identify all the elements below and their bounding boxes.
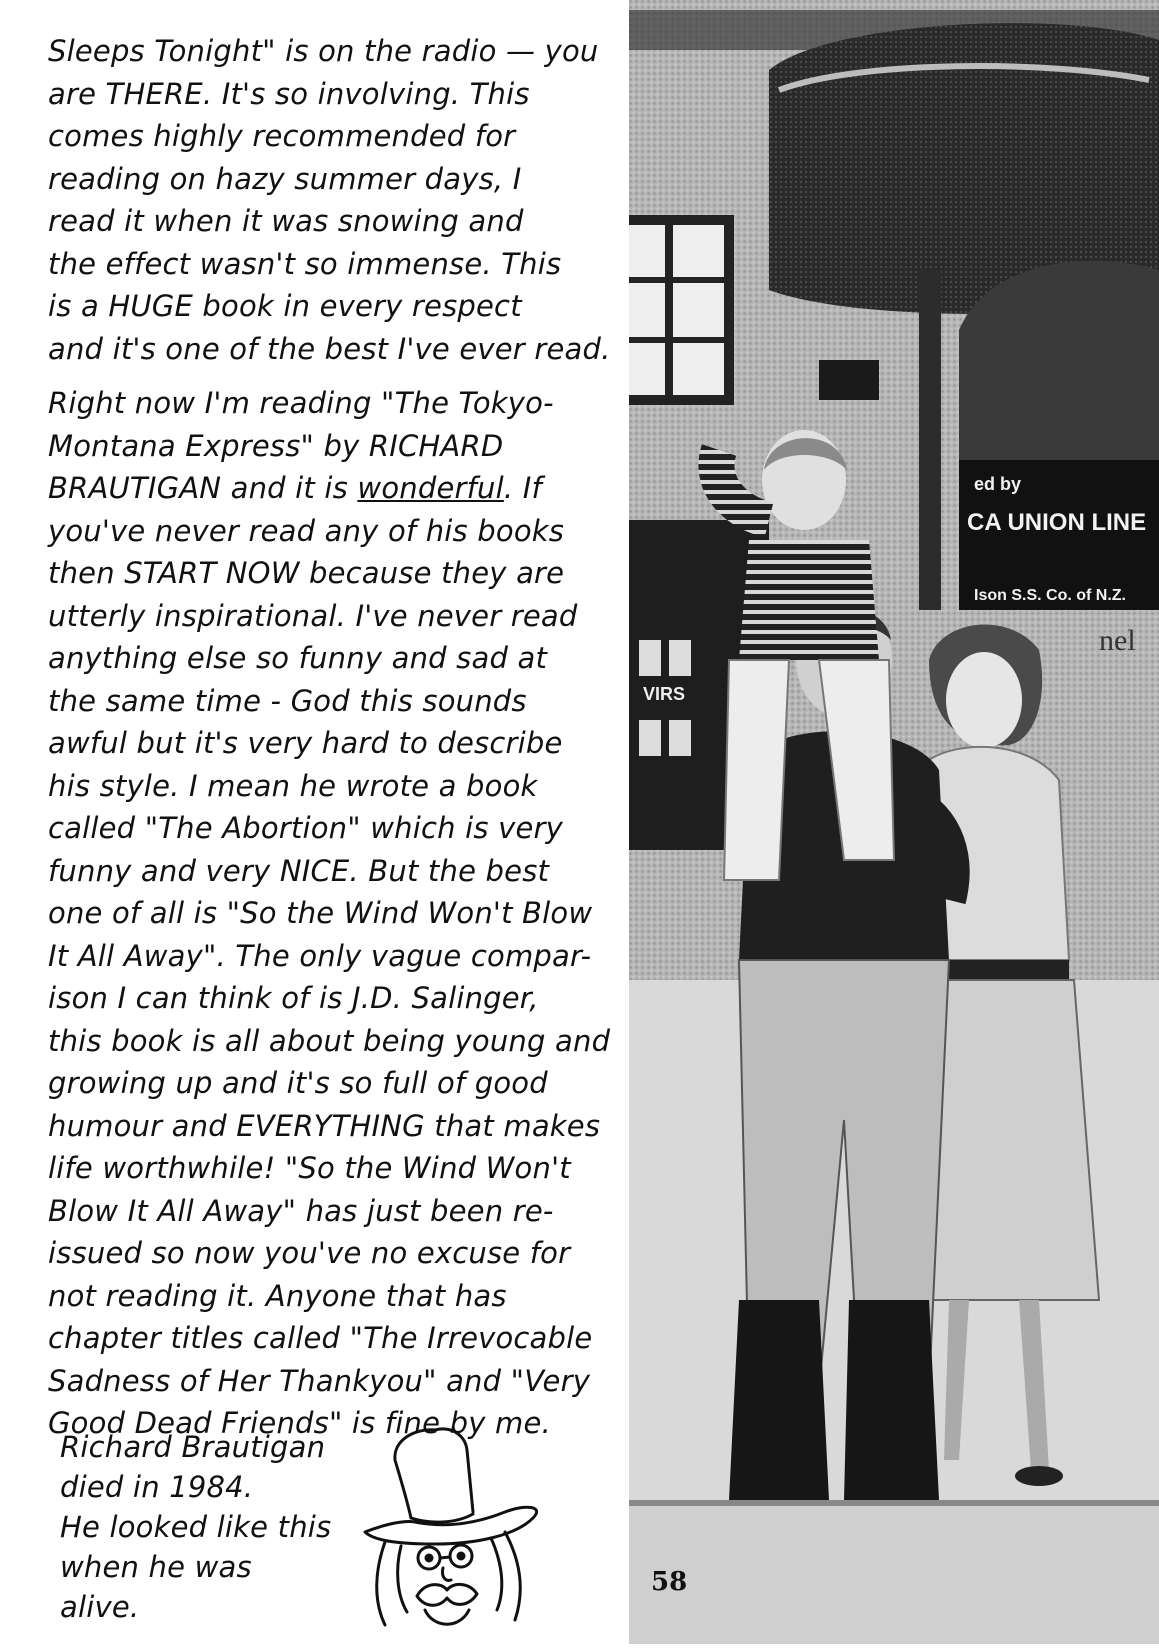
- text-line: anything else so funny and sad at: [48, 641, 548, 675]
- woman-shoe: [1015, 1466, 1063, 1486]
- door-panel-3: [639, 720, 661, 756]
- window-text: VIRS: [643, 684, 686, 704]
- ground-shadow: [629, 1500, 1159, 1506]
- window: [629, 220, 729, 400]
- door-panel-1: [639, 640, 661, 676]
- man-boot-right: [844, 1300, 939, 1500]
- text-line: life worthwhile! "So the Wind Won't: [48, 1151, 571, 1185]
- boy-legs: [724, 660, 789, 880]
- text-line: ison I can think of is J.D. Salinger,: [48, 981, 539, 1015]
- brautigan-sketch: [355, 1420, 585, 1644]
- sign-line-2: Ison S.S. Co. of N.Z.: [974, 587, 1126, 604]
- text-line: this book is all about being young and: [48, 1023, 611, 1058]
- sign-prefix: ed by: [974, 474, 1022, 494]
- text-fragment: . If: [503, 471, 542, 505]
- text-line: reading on hazy summer days, I: [48, 161, 522, 196]
- moustache: [417, 1584, 477, 1605]
- text-fragment: BRAUTIGAN and it is: [48, 471, 358, 505]
- hair-right: [505, 1532, 520, 1620]
- door-panel-4: [669, 720, 691, 756]
- text-line: growing up and it's so full of good: [48, 1066, 548, 1100]
- chin: [425, 1610, 469, 1624]
- caption-line: when he was: [60, 1550, 252, 1584]
- text-line-with-underline: [48, 467, 648, 510]
- text-line: are THERE. It's so involving. This: [48, 76, 530, 111]
- text-line: utterly inspirational. I've never read: [48, 598, 578, 633]
- door-panel-2: [669, 640, 691, 676]
- text-line: awful but it's very hard to describe: [48, 726, 563, 760]
- hair-right-2: [491, 1538, 502, 1610]
- photograph: [629, 0, 1159, 1644]
- text-line: Good Dead Friends" is fine by me.: [48, 1406, 551, 1440]
- glasses-bridge: [440, 1557, 450, 1558]
- text-line: one of all is "So the Wind Won't Blow: [48, 896, 593, 930]
- eye-left: [426, 1555, 432, 1561]
- hair-left-2: [398, 1546, 407, 1612]
- text-line: It All Away". The only vague compar-: [48, 938, 592, 973]
- hat-crown-left: [395, 1460, 411, 1518]
- paragraph-1: [48, 30, 648, 370]
- caption-line: He looked like this: [60, 1510, 332, 1544]
- text-line: funny and very NICE. But the best: [48, 853, 550, 888]
- woman-belt: [929, 960, 1069, 980]
- nose: [442, 1568, 451, 1580]
- text-line: Blow It All Away" has just been re-: [48, 1193, 554, 1228]
- text-line: Right now I'm reading "The Tokyo-: [48, 386, 554, 420]
- caption-line: Richard Brautigan: [60, 1430, 326, 1464]
- text-line: you've never read any of his books: [48, 513, 565, 548]
- wall-text: nel: [1099, 624, 1136, 657]
- text-line: the effect wasn't so immense. This: [48, 246, 562, 281]
- text-line: Montana Express" by RICHARD: [48, 428, 504, 463]
- text-line: chapter titles called "The Irrevocable: [48, 1321, 593, 1355]
- woman-face: [946, 652, 1022, 748]
- caption-line: alive.: [60, 1590, 140, 1624]
- text-line: issued so now you've no excuse for: [48, 1236, 571, 1270]
- eye-right: [458, 1553, 464, 1559]
- man-boot-left: [729, 1300, 829, 1500]
- text-line: Sadness of Her Thankyou" and "Very: [48, 1363, 591, 1398]
- text-line: not reading it. Anyone that has: [48, 1278, 507, 1313]
- text-column: [48, 30, 648, 1445]
- pillar: [919, 270, 941, 610]
- caption: [60, 1427, 360, 1627]
- sign-line-1: CA UNION LINE: [967, 509, 1147, 536]
- text-line: read it when it was snowing and: [48, 204, 524, 238]
- hat-brim: [365, 1507, 537, 1544]
- page-number: 58: [651, 1567, 688, 1597]
- small-window: [819, 360, 879, 400]
- text-line: called "The Abortion" which is very: [48, 811, 563, 845]
- text-line: humour and EVERYTHING that makes: [48, 1108, 601, 1143]
- text-line: and it's one of the best I've ever read.: [48, 331, 611, 366]
- text-line: then START NOW because they are: [48, 556, 565, 590]
- ground: [629, 1500, 1159, 1644]
- boy-shirt: [739, 540, 879, 660]
- text-line: comes highly recommended for: [48, 119, 516, 153]
- hair-left: [377, 1542, 385, 1625]
- hat-band: [411, 1514, 473, 1522]
- underlined-word: wonderful: [357, 471, 504, 505]
- text-line: his style. I mean he wrote a book: [48, 768, 538, 803]
- text-line: the same time - God this sounds: [48, 683, 527, 718]
- paragraph-2: [48, 382, 648, 1445]
- text-line: is a HUGE book in every respect: [48, 289, 522, 323]
- text-line: Sleeps Tonight" is on the radio — you: [48, 34, 599, 68]
- caption-line: died in 1984.: [60, 1470, 254, 1504]
